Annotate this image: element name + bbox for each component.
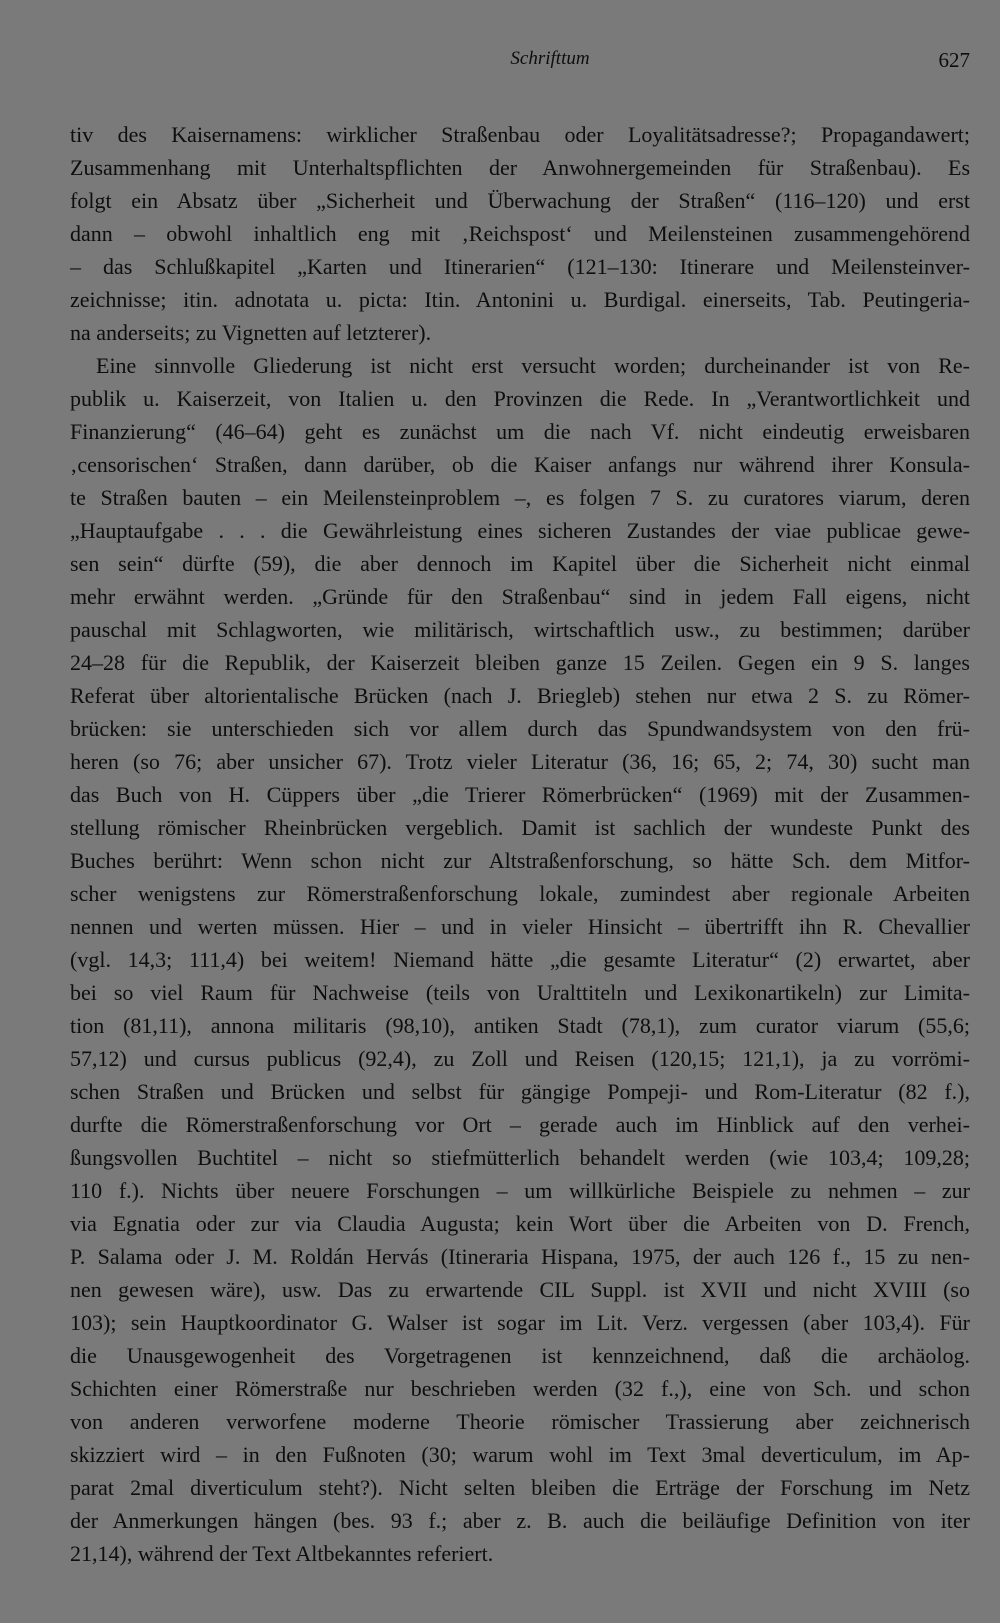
text-line: die Unausgewogenheit des Vorgetragenen ist kennzeichnend, daß die archäolog. — [70, 1343, 970, 1368]
text-line: via Egnatia oder zur via Claudia Augusta; kein Wort über die Arbeiten von D. French, — [70, 1211, 970, 1236]
text-line: ‚censorischen‘ Straßen, dann darüber, ob die Kaiser anfangs nur während ihrer Konsula- — [70, 452, 970, 477]
running-head — [70, 48, 970, 78]
text-line: das Buch von H. Cüppers über „die Trierer Römerbrücken“ (1969) mit der Zusammen- — [70, 782, 970, 807]
text-line: heren (so 76; aber unsicher 67). Trotz vieler Literatur (36, 16; 65, 2; 74, 30) sucht man — [70, 749, 970, 774]
text-line: von anderen verworfene moderne Theorie römischer Trassierung aber zeichnerisch — [70, 1409, 970, 1434]
text-line: (vgl. 14,3; 111,4) bei weitem! Niemand hätte „die gesamte Literatur“ (2) erwartet, aber — [70, 947, 970, 972]
text-line: Finanzierung“ (46–64) geht es zunächst um die nach Vf. nicht eindeutig erweisbaren — [70, 419, 970, 444]
text-line: scher wenigstens zur Römerstraßenforschung lokale, zumindest aber regionale Arbeiten — [70, 881, 970, 906]
page-number: 627 — [938, 48, 970, 72]
text-line: tion (81,11), annona militaris (98,10), antiken Stadt (78,1), zum curator viarum (55,6; — [70, 1013, 970, 1038]
text-line: 110 f.). Nichts über neuere Forschungen – um willkürliche Beispiele zu nehmen – zur — [70, 1178, 970, 1203]
text-line: durfte die Römerstraßenforschung vor Ort – gerade auch im Hinblick auf den verhei- — [70, 1112, 970, 1137]
text-line: bei so viel Raum für Nachweise (teils von Uralttiteln und Lexikonartikeln) zur Limita- — [70, 980, 970, 1005]
body-text — [70, 118, 970, 1570]
text-line: skizziert wird – in den Fußnoten (30; warum wohl im Text 3mal deverticulum, im Ap- — [70, 1442, 970, 1467]
text-line: Zusammenhang mit Unterhaltspflichten der Anwohnergemeinden für Straßenbau). Es — [70, 155, 970, 180]
text-line: 103); sein Hauptkoordinator G. Walser ist sogar im Lit. Verz. vergessen (aber 103,4). Für — [70, 1310, 970, 1335]
paragraph — [70, 349, 970, 1570]
text-line: 21,14), während der Text Altbekanntes referiert. — [70, 1541, 494, 1566]
text-line: Eine sinnvolle Gliederung ist nicht erst versucht worden; durcheinander ist von Re- — [96, 353, 970, 378]
text-line: „Hauptaufgabe . . . die Gewährleistung eines sicheren Zustandes der viae publicae gewe- — [70, 518, 970, 543]
text-line: parat 2mal diverticulum steht?). Nicht selten bleiben die Erträge der Forschung im Netz — [70, 1475, 970, 1500]
text-line: publik u. Kaiserzeit, von Italien u. den Provinzen die Rede. In „Verantwortlichkeit und — [70, 386, 970, 411]
text-line: tiv des Kaisernamens: wirklicher Straßenbau oder Loyalitätsadresse?; Propagandawert; — [70, 122, 970, 147]
text-line: te Straßen bauten – ein Meilensteinproblem –, es folgen 7 S. zu curatores viarum, deren — [70, 485, 970, 510]
text-line: der Anmerkungen hängen (bes. 93 f.; aber z. B. auch die beiläufige Definition von iter — [70, 1508, 970, 1533]
text-line: stellung römischer Rheinbrücken vergeblich. Damit ist sachlich der wundeste Punkt des — [70, 815, 970, 840]
text-line: zeichnisse; itin. adnotata u. picta: Itin. Antonini u. Burdigal. einerseits, Tab. Peutingeria- — [70, 287, 970, 312]
text-line: nen gewesen wäre), usw. Das zu erwartende CIL Suppl. ist XVII und nicht XVIII (so — [70, 1277, 970, 1302]
text-line: folgt ein Absatz über „Sicherheit und Überwachung der Straßen“ (116–120) und erst — [70, 188, 970, 213]
text-line: Schichten einer Römerstraße nur beschrieben werden (32 f.,), eine von Sch. und schon — [70, 1376, 970, 1401]
text-line: nennen und werten müssen. Hier – und in vieler Hinsicht – übertrifft ihn R. Chevallier — [70, 914, 970, 939]
text-line: 57,12) und cursus publicus (92,4), zu Zoll und Reisen (120,15; 121,1), ja zu vorrömi- — [70, 1046, 970, 1071]
text-line: sen sein“ dürfte (59), die aber dennoch im Kapitel über die Sicherheit nicht einmal — [70, 551, 970, 576]
text-line: ßungsvollen Buchtitel – nicht so stiefmütterlich behandelt werden (wie 103,4; 109,28; — [70, 1145, 970, 1170]
text-line: dann – obwohl inhaltlich eng mit ‚Reichspost‘ und Meilensteinen zusammengehörend — [70, 221, 970, 246]
text-line: P. Salama oder J. M. Roldán Hervás (Itineraria Hispana, 1975, der auch 126 f., 15 zu nen- — [70, 1244, 970, 1269]
text-line: na anderseits; zu Vignetten auf letzterer). — [70, 320, 432, 345]
text-line: pauschal mit Schlagworten, wie militärisch, wirtschaftlich usw., zu bestimmen; darüber — [70, 617, 970, 642]
text-line: mehr erwähnt werden. „Gründe für den Straßenbau“ sind in jedem Fall eigens, nicht — [70, 584, 970, 609]
text-line: 24–28 für die Republik, der Kaiserzeit bleiben ganze 15 Zeilen. Gegen ein 9 S. langes — [70, 650, 970, 675]
text-line: Buches berührt: Wenn schon nicht zur Altstraßenforschung, so hätte Sch. dem Mitfor- — [70, 848, 970, 873]
text-line: brücken: sie unterschieden sich vor allem durch das Spundwandsystem von den frü- — [70, 716, 970, 741]
text-line: schen Straßen und Brücken und selbst für gängige Pompeji- und Rom-Literatur (82 f.), — [70, 1079, 970, 1104]
running-title: Schrifttum — [510, 48, 590, 69]
paragraph — [70, 118, 970, 349]
text-line: – das Schlußkapitel „Karten und Itinerarien“ (121–130: Itinerare und Meilensteinver- — [70, 254, 970, 279]
text-line: Referat über altorientalische Brücken (nach J. Briegleb) stehen nur etwa 2 S. zu Römer- — [70, 683, 970, 708]
